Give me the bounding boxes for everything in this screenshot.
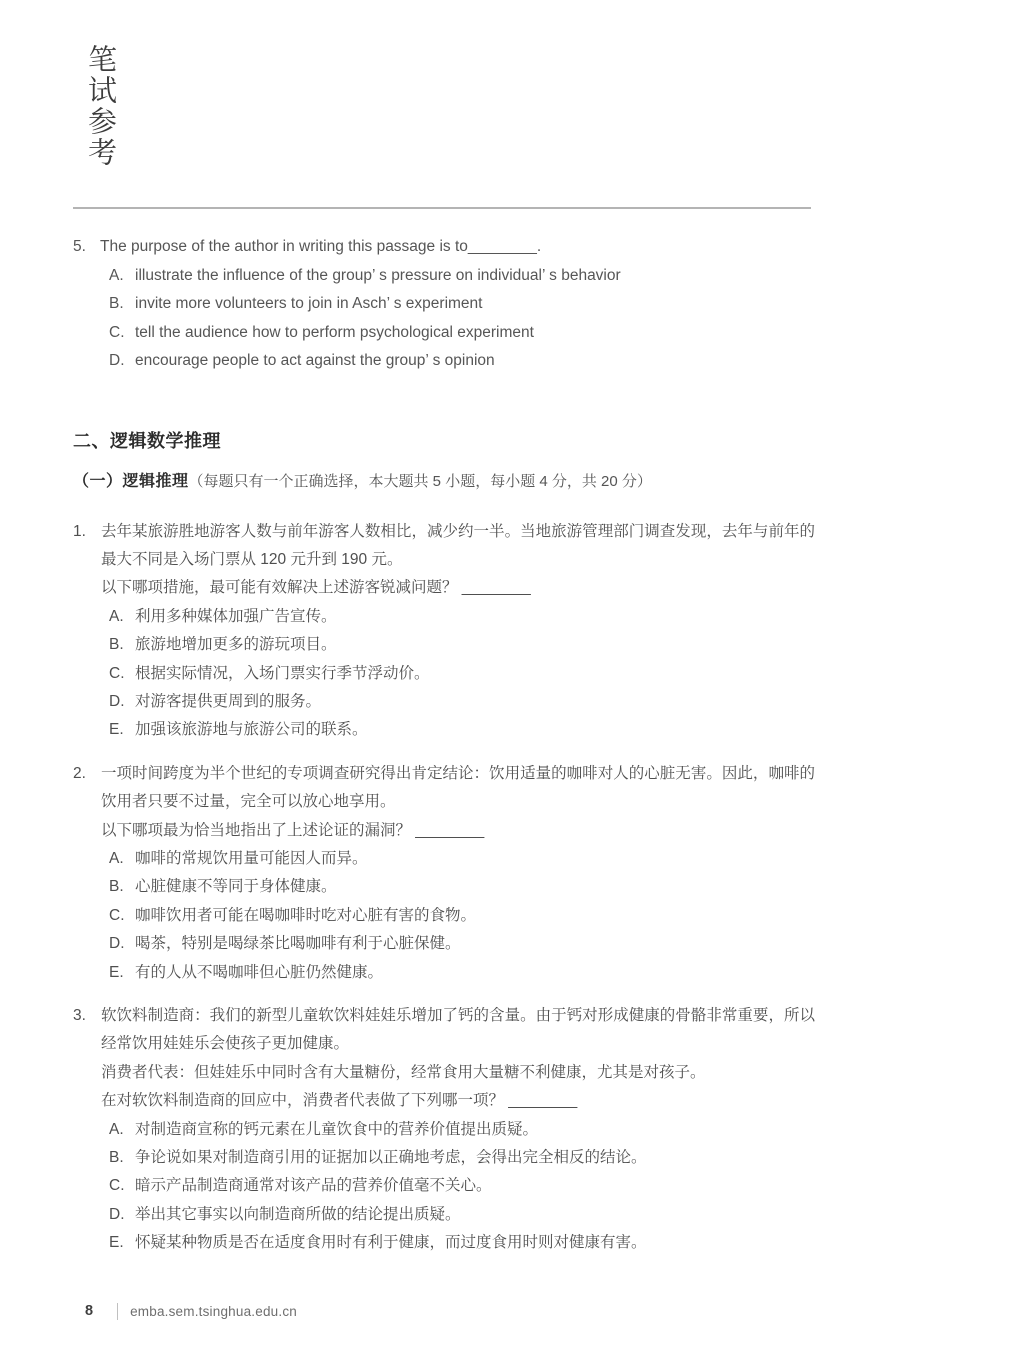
- footer-site-url: emba.sem.tsinghua.edu.cn: [130, 1303, 297, 1319]
- option-c: [109, 1172, 815, 1200]
- options-list: [109, 262, 815, 376]
- question-paragraph: 去年某旅游胜地游客人数与前年游客人数相比，减少约一半。当地旅游管理部门调查发现，去年与前年的最大不同是入场门票从 120 元升到 190 元。: [101, 522, 815, 568]
- option-d: [109, 688, 815, 716]
- option-text: 旅游地增加更多的游玩项目。: [135, 636, 337, 654]
- option-b: [109, 873, 815, 901]
- option-text: invite more volunteers to join in Asch’ s experiment: [135, 295, 483, 312]
- option-label: A.: [109, 1120, 124, 1138]
- option-text: 心脏健康不等同于身体健康。: [135, 878, 337, 896]
- page-footer: [85, 1300, 297, 1322]
- logic-questions: [73, 518, 815, 1258]
- option-label: D.: [109, 352, 125, 369]
- option-text: 利用多种媒体加强广告宣传。: [135, 607, 337, 625]
- option-c: [109, 660, 815, 688]
- option-label: B.: [109, 1149, 124, 1167]
- option-text: 举出其它事实以向制造商所做的结论提出质疑。: [135, 1205, 461, 1223]
- footer-divider: [117, 1303, 118, 1320]
- question-stem: 在对软饮料制造商的回应中，消费者代表做了下列哪一项？ ________: [101, 1092, 578, 1110]
- question-number: 3.: [73, 1007, 86, 1024]
- option-a: [109, 262, 815, 291]
- option-text: 暗示产品制造商通常对该产品的营养价值毫不关心。: [135, 1177, 492, 1195]
- question-body: [101, 760, 815, 987]
- option-label: B.: [109, 636, 124, 654]
- question-stem: 以下哪项最为恰当地指出了上述论证的漏洞？ ________: [101, 821, 485, 839]
- page-content: [73, 233, 815, 1273]
- option-d: [109, 1201, 815, 1229]
- option-label: C.: [109, 664, 125, 682]
- header-divider-line: [73, 207, 811, 209]
- option-a: [109, 845, 815, 873]
- option-label: E.: [109, 1234, 124, 1252]
- question-5: [73, 233, 815, 376]
- options-list: [109, 603, 815, 745]
- option-text: 怀疑某种物质是否在适度食用时有利于健康，而过度食用时则对健康有害。: [135, 1234, 647, 1252]
- question-number: 2.: [73, 764, 86, 782]
- option-text: encourage people to act against the group’ s opinion: [135, 352, 495, 369]
- option-text: 咖啡的常规饮用量可能因人而异。: [135, 849, 368, 867]
- option-label: B.: [109, 295, 124, 312]
- option-label: E.: [109, 721, 124, 739]
- question-3: [73, 1002, 815, 1258]
- option-c: [109, 319, 815, 348]
- option-label: C.: [109, 323, 125, 341]
- option-label: C.: [109, 1177, 125, 1195]
- question-stem: The purpose of the author in writing this passage is to________.: [100, 238, 542, 255]
- option-c: [109, 902, 815, 930]
- option-label: D.: [109, 1205, 125, 1223]
- subsection-title: （一）逻辑推理: [73, 472, 189, 490]
- question-number: 1.: [73, 522, 86, 540]
- question-number: 5.: [73, 238, 86, 255]
- question-paragraph: 软饮料制造商：我们的新型儿童软饮料娃娃乐增加了钙的含量。由于钙对形成健康的骨骼非常重要，所以经常饮用娃娃乐会使孩子更加健康。: [101, 1007, 815, 1053]
- options-list: [109, 845, 815, 987]
- question-paragraph: 消费者代表：但娃娃乐中同时含有大量糖份，经常食用大量糖不利健康，尤其是对孩子。: [101, 1063, 706, 1081]
- option-text: 有的人从不喝咖啡但心脏仍然健康。: [135, 963, 384, 981]
- option-text: 喝茶，特别是喝绿茶比喝咖啡有利于心脏保健。: [135, 935, 461, 953]
- option-text: 对游客提供更周到的服务。: [135, 692, 322, 710]
- page-number: 8: [85, 1303, 94, 1319]
- option-text: 咖啡饮用者可能在喝咖啡时吃对心脏有害的食物。: [135, 906, 477, 924]
- option-label: B.: [109, 878, 124, 896]
- option-label: A.: [109, 266, 124, 284]
- question-paragraph: 一项时间跨度为半个世纪的专项调查研究得出肯定结论：饮用适量的咖啡对人的心脏无害。因此，咖啡的饮用者只要不过量，完全可以放心地享用。: [101, 764, 815, 811]
- option-text: tell the audience how to perform psychological experiment: [135, 323, 534, 341]
- options-list: [109, 1116, 815, 1258]
- option-text: 争论说如果对制造商引用的证据加以正确地考虑，会得出完全相反的结论。: [135, 1149, 647, 1167]
- option-label: C.: [109, 906, 125, 924]
- section-heading: 二、逻辑数学推理: [73, 430, 221, 451]
- option-text: 对制造商宣称的钙元素在儿童饮食中的营养价值提出质疑。: [135, 1120, 539, 1138]
- subsection-note: （每题只有一个正确选择，本大题共 5 小题，每小题 4 分，共 20 分）: [188, 472, 652, 490]
- option-b: [109, 631, 815, 659]
- option-e: [109, 716, 815, 744]
- option-text: 加强该旅游地与旅游公司的联系。: [135, 721, 368, 739]
- option-label: A.: [109, 607, 124, 625]
- option-label: E.: [109, 963, 124, 981]
- option-d: [109, 930, 815, 958]
- option-b: [109, 1144, 815, 1172]
- option-text: 根据实际情况，入场门票实行季节浮动价。: [135, 664, 430, 682]
- question-body: [100, 233, 815, 376]
- question-stem: 以下哪项措施，最可能有效解决上述游客锐减问题？ ________: [101, 579, 531, 597]
- option-e: [109, 1229, 815, 1257]
- option-e: [109, 959, 815, 987]
- question-1: [73, 518, 815, 745]
- option-text: illustrate the influence of the group’ s pressure on individual’ s behavior: [135, 266, 621, 284]
- option-label: A.: [109, 849, 124, 867]
- subsection-heading: [73, 469, 815, 494]
- option-d: [109, 347, 815, 376]
- question-2: [73, 760, 815, 987]
- option-a: [109, 603, 815, 631]
- option-b: [109, 290, 815, 319]
- question-body: [101, 518, 815, 745]
- question-body: [101, 1002, 815, 1258]
- page-title-vertical: 笔试参考: [84, 44, 116, 168]
- option-a: [109, 1116, 815, 1144]
- option-label: D.: [109, 692, 125, 710]
- option-label: D.: [109, 935, 125, 953]
